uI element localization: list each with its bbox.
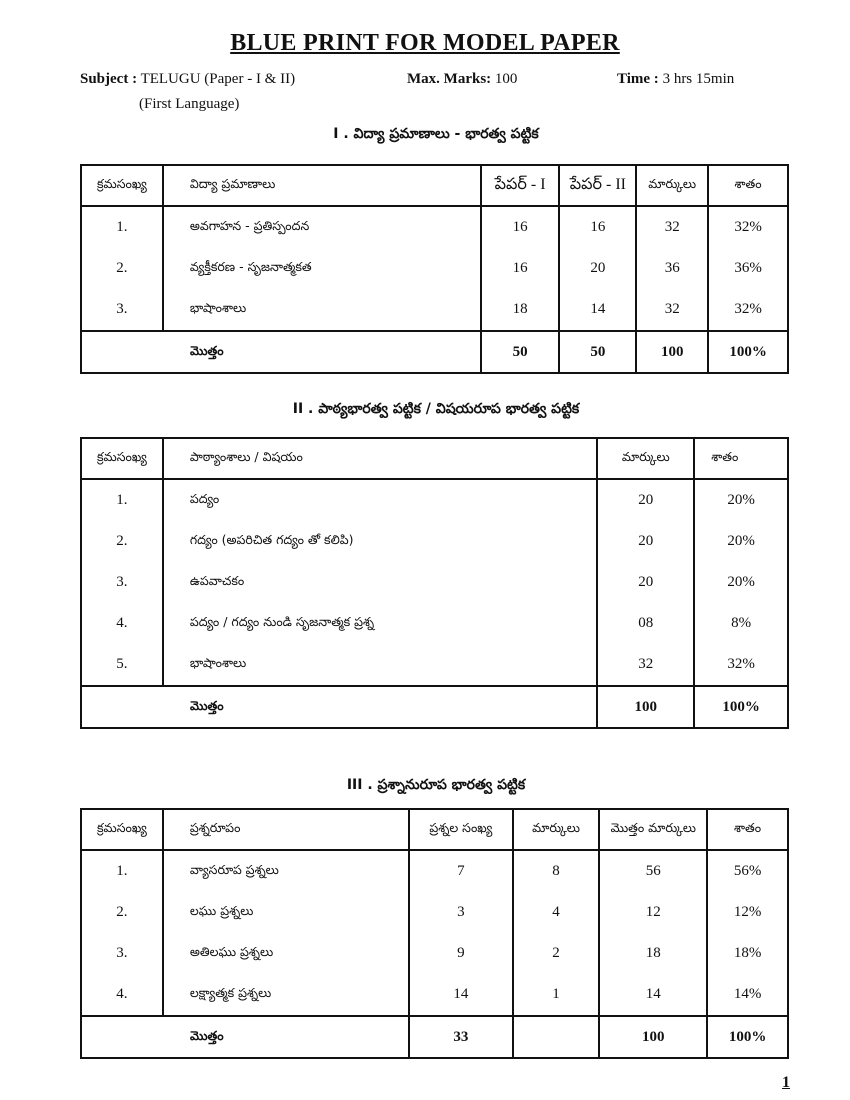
table1-cell: 16 [481, 248, 560, 289]
table3-cell: 14% [707, 974, 788, 1016]
table1-cell: 16 [481, 206, 560, 248]
table3-header-sno: క్రమసంఖ్య [81, 809, 163, 850]
subject-sub: (First Language) [139, 96, 240, 112]
table1-total-cell: 100 [636, 331, 708, 373]
table-row [81, 850, 788, 892]
table2-cell: 2. [81, 521, 163, 562]
table2-cell: 5. [81, 644, 163, 686]
table1-title: I . విద్యా ప్రమాణాలు - భారత్వ పట్టిక [333, 126, 539, 142]
table3-header-qtype: ప్రశ్నరూపం [163, 809, 409, 850]
table1-total-cell: 50 [559, 331, 636, 373]
table1-total-cell: 50 [481, 331, 560, 373]
table3-cell: 14 [599, 974, 707, 1016]
table2-header-percent: శాతం [694, 438, 788, 479]
table3-cell: 14 [409, 974, 513, 1016]
table3-cell: 9 [409, 933, 513, 974]
time-value: 3 hrs 15min [662, 71, 735, 87]
table3-total-cell [513, 1016, 600, 1058]
table2-cell: 4. [81, 603, 163, 644]
table-row [81, 974, 788, 1016]
table3-cell: 2. [81, 892, 163, 933]
table-row [81, 603, 788, 644]
table1-cell: వ్యక్తీకరణ - సృజనాత్మకత [163, 248, 481, 289]
table2-cell: 20% [694, 562, 788, 603]
table-row [81, 644, 788, 686]
table3-cell: 4 [513, 892, 600, 933]
table1-cell: 36 [636, 248, 708, 289]
table3-header-qcount: ప్రశ్నల సంఖ్య [409, 809, 513, 850]
table3-total-cell: 33 [409, 1016, 513, 1058]
subject-label: Subject : [80, 71, 138, 87]
table3-cell: 1. [81, 850, 163, 892]
table1-cell: 32 [636, 206, 708, 248]
page-title: BLUE PRINT FOR MODEL PAPER [230, 30, 620, 56]
time-label: Time : [617, 71, 659, 87]
table2-cell: పద్యం / గద్యం నుండి సృజనాత్మక ప్రశ్న [163, 603, 598, 644]
table1-header-standard: విద్యా ప్రమాణాలు [163, 165, 481, 206]
table2-total-cell: 100% [694, 686, 788, 728]
table2-cell: 8% [694, 603, 788, 644]
page-number: 1 [782, 1074, 790, 1091]
table3-cell: 12 [599, 892, 707, 933]
table3-cell: 12% [707, 892, 788, 933]
table3-total-row [81, 1016, 788, 1058]
table2-total-row [81, 686, 788, 728]
table1-cell: 14 [559, 289, 636, 331]
table3-total-cell: 100 [599, 1016, 707, 1058]
subject-value: TELUGU (Paper - I & II) [140, 71, 296, 87]
table1-cell: భాషాంశాలు [163, 289, 481, 331]
table3-cell: 18 [599, 933, 707, 974]
table-row [81, 933, 788, 974]
table2-cell: గద్యం (అపరిచిత గద్యం తో కలిపి) [163, 521, 598, 562]
table-row [81, 521, 788, 562]
table3-cell: 3. [81, 933, 163, 974]
table3-cell: అతిలఘు ప్రశ్నలు [163, 933, 409, 974]
table2-header-sno: క్రమసంఖ్య [81, 438, 163, 479]
table1-cell: 3. [81, 289, 163, 331]
table1-header-paper1: పేపర్ - I [481, 165, 560, 206]
table1-cell: 32 [636, 289, 708, 331]
table3-cell: వ్యాసరూప ప్రశ్నలు [163, 850, 409, 892]
table2-cell: 1. [81, 479, 163, 521]
table2-header-topic: పాఠ్యాంశాలు / విషయం [163, 438, 598, 479]
table3 [80, 808, 789, 1059]
table3-header-total-marks: మొత్తం మార్కులు [599, 809, 707, 850]
table-row [81, 289, 788, 331]
table2-cell: 20 [597, 521, 694, 562]
table-row [81, 206, 788, 248]
time-info [617, 71, 734, 88]
table2-cell: ఉపవాచకం [163, 562, 598, 603]
table1-cell: 2. [81, 248, 163, 289]
table3-cell: 8 [513, 850, 600, 892]
table2-cell: 08 [597, 603, 694, 644]
table1-total-label: మొత్తం [81, 331, 481, 373]
table1 [80, 164, 789, 374]
table2-cell: భాషాంశాలు [163, 644, 598, 686]
table1-cell: 20 [559, 248, 636, 289]
table2-cell: 32% [694, 644, 788, 686]
table1-cell: 36% [708, 248, 788, 289]
table2-cell: 3. [81, 562, 163, 603]
table2-title: II . పాఠ్యభారత్వ పట్టిక / విషయరూప భారత్వ పట్టిక [292, 401, 580, 417]
table1-cell: 1. [81, 206, 163, 248]
table2-cell: 32 [597, 644, 694, 686]
table3-total-label: మొత్తం [81, 1016, 409, 1058]
table2-cell: 20 [597, 562, 694, 603]
table1-cell: 16 [559, 206, 636, 248]
table2-cell: 20% [694, 521, 788, 562]
table1-header-sno: క్రమసంఖ్య [81, 165, 163, 206]
table2-total-label: మొత్తం [81, 686, 597, 728]
table3-cell: 3 [409, 892, 513, 933]
table1-header-row [81, 165, 788, 206]
table3-header-percent: శాతం [707, 809, 788, 850]
table3-cell: 7 [409, 850, 513, 892]
table1-cell: అవగాహన - ప్రతిస్పందన [163, 206, 481, 248]
table3-total-cell: 100% [707, 1016, 788, 1058]
table1-cell: 32% [708, 289, 788, 331]
table1-header-paper2: పేపర్ - II [559, 165, 636, 206]
table2-cell: 20 [597, 479, 694, 521]
table3-cell: 56% [707, 850, 788, 892]
table-row [81, 479, 788, 521]
table2-cell: పద్యం [163, 479, 598, 521]
max-marks [407, 71, 517, 88]
table2-header-marks: మార్కులు [597, 438, 694, 479]
max-marks-value: 100 [494, 71, 518, 87]
table3-cell: 1 [513, 974, 600, 1016]
table3-cell: 56 [599, 850, 707, 892]
table1-cell: 32% [708, 206, 788, 248]
table1-header-marks: మార్కులు [636, 165, 708, 206]
table3-cell: 18% [707, 933, 788, 974]
table1-cell: 18 [481, 289, 560, 331]
table-row [81, 562, 788, 603]
table1-header-percent: శాతం [708, 165, 788, 206]
table-row [81, 892, 788, 933]
table3-header-marks: మార్కులు [513, 809, 600, 850]
table3-cell: 4. [81, 974, 163, 1016]
table3-cell: 2 [513, 933, 600, 974]
table2-cell: 20% [694, 479, 788, 521]
max-marks-label: Max. Marks: [407, 71, 492, 87]
table1-total-row [81, 331, 788, 373]
table2 [80, 437, 789, 729]
table1-total-cell: 100% [708, 331, 788, 373]
table3-cell: లఘు ప్రశ్నలు [163, 892, 409, 933]
table3-header-row [81, 809, 788, 850]
table-row [81, 248, 788, 289]
table3-title: III . ప్రశ్నానురూప భారత్వ పట్టిక [346, 777, 526, 793]
table2-header-row [81, 438, 788, 479]
subject-line [80, 71, 295, 88]
table2-total-cell: 100 [597, 686, 694, 728]
table3-cell: లక్ష్యాత్మక ప్రశ్నలు [163, 974, 409, 1016]
